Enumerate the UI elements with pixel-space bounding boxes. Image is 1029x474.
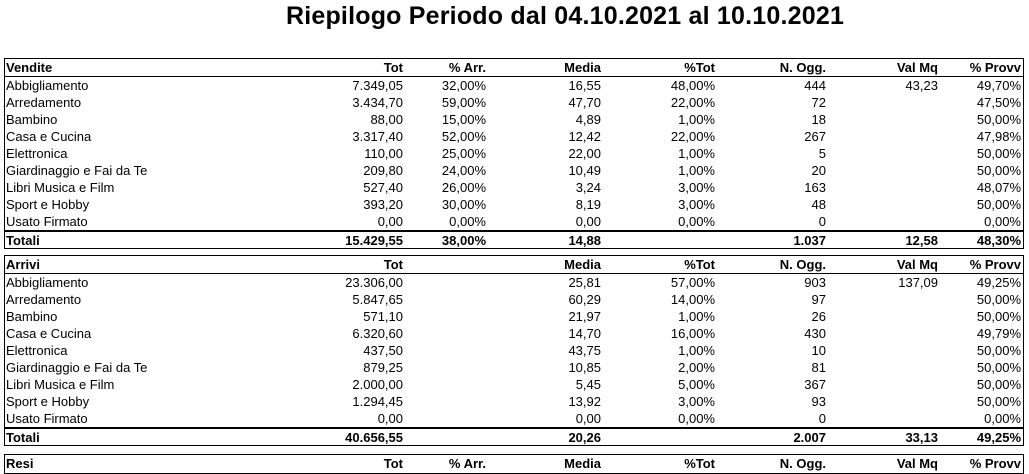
totals-cell: 12,58: [905, 233, 938, 248]
row-value: 43,75: [568, 343, 601, 358]
row-value: 1,00%: [678, 163, 715, 178]
row-label: Usato Firmato: [6, 411, 88, 426]
totals-cell: Totali: [6, 233, 40, 248]
row-label: Giardinaggio e Fai da Te: [6, 163, 148, 178]
row-value: 48,00%: [670, 78, 715, 93]
row-value: 21,97: [568, 309, 601, 324]
row-value: 5,00%: [678, 377, 715, 392]
row-value: 4,89: [575, 112, 601, 127]
row-value: 110,00: [364, 146, 403, 161]
row-value: 50,00%: [976, 309, 1021, 324]
header-cell: %Tot: [684, 60, 715, 75]
table-row: [5, 162, 1023, 179]
row-value: 0,00%: [678, 214, 715, 229]
table-body: [5, 77, 1023, 230]
row-value: 5.847,65: [352, 292, 403, 307]
row-value: 50,00%: [976, 343, 1021, 358]
table-row: [5, 111, 1023, 128]
row-value: 47,98%: [976, 129, 1021, 144]
table-row: [5, 308, 1023, 325]
row-value: 25,81: [568, 275, 601, 290]
row-value: 49,79%: [976, 326, 1021, 341]
totals-cell: 40.656,55: [345, 430, 403, 445]
row-value: 57,00%: [670, 275, 715, 290]
row-value: 2,00%: [678, 360, 715, 375]
totals-cell: 15.429,55: [345, 233, 403, 248]
row-label: Libri Musica e Film: [6, 377, 115, 392]
table-row: [5, 94, 1023, 111]
row-value: 26: [811, 309, 826, 324]
header-cell: N. Ogg.: [779, 456, 826, 471]
row-label: Libri Musica e Film: [6, 180, 115, 195]
resi-table: [4, 454, 1024, 474]
row-value: 437,50: [363, 343, 403, 358]
row-value: 10,85: [568, 360, 601, 375]
row-value: 3,00%: [678, 197, 715, 212]
row-value: 48,07%: [976, 180, 1021, 195]
row-value: 47,70: [568, 95, 601, 110]
row-value: 49,70%: [976, 78, 1021, 93]
totals-row: [5, 427, 1023, 445]
header-cell: Tot: [383, 60, 403, 75]
row-value: 14,00%: [670, 292, 715, 307]
row-value: 60,29: [568, 292, 601, 307]
row-value: 0,00: [575, 214, 601, 229]
row-value: 50,00%: [976, 377, 1021, 392]
row-value: 7.349,05: [352, 78, 403, 93]
row-label: Sport e Hobby: [6, 394, 90, 409]
row-value: 1,00%: [678, 343, 715, 358]
row-value: 59,00%: [441, 95, 486, 110]
header-cell: Media: [564, 456, 601, 471]
row-value: 97: [811, 292, 826, 307]
row-value: 209,80: [363, 163, 403, 178]
table-row: [5, 325, 1023, 342]
row-value: 571,10: [363, 309, 403, 324]
totals-cell: 20,26: [568, 430, 601, 445]
row-value: 20: [811, 163, 826, 178]
row-value: 8,19: [575, 197, 601, 212]
header-cell: Tot: [383, 257, 403, 272]
header-cell: %Tot: [684, 257, 715, 272]
row-value: 52,00%: [441, 129, 486, 144]
totals-row: [5, 230, 1023, 248]
row-value: 3,00%: [678, 180, 715, 195]
row-value: 1,00%: [678, 112, 715, 127]
page-title: Riepilogo Periodo dal 04.10.2021 al 10.10.2021: [285, 2, 845, 30]
totals-cell: Totali: [6, 430, 40, 445]
row-value: 0,00%: [678, 411, 715, 426]
totals-cell: 2.007: [793, 430, 826, 445]
row-value: 0,00: [377, 411, 403, 426]
table-row: [5, 376, 1023, 393]
table-row: [5, 213, 1023, 230]
table-row: [5, 393, 1023, 410]
row-value: 137,09: [898, 275, 938, 290]
row-value: 48: [811, 197, 826, 212]
row-value: 12,42: [568, 129, 601, 144]
row-value: 430: [804, 326, 826, 341]
row-value: 163: [804, 180, 826, 195]
row-value: 50,00%: [976, 394, 1021, 409]
row-value: 0: [818, 411, 826, 426]
table-row: [5, 359, 1023, 376]
row-label: Casa e Cucina: [6, 129, 92, 144]
row-label: Sport e Hobby: [6, 197, 90, 212]
row-value: 16,55: [568, 78, 601, 93]
row-value: 50,00%: [976, 292, 1021, 307]
totals-cell: 49,25%: [976, 430, 1021, 445]
totals-cell: 48,30%: [976, 233, 1021, 248]
row-label: Arredamento: [6, 292, 82, 307]
row-value: 10: [811, 343, 826, 358]
row-label: Giardinaggio e Fai da Te: [6, 360, 148, 375]
table-row: [5, 410, 1023, 427]
row-value: 3.317,40: [352, 129, 403, 144]
row-value: 3,24: [575, 180, 601, 195]
row-value: 1,00%: [678, 309, 715, 324]
header-cell: Resi: [6, 456, 34, 471]
header-cell: Media: [564, 257, 601, 272]
row-value: 6.320,60: [352, 326, 403, 341]
row-value: 13,92: [568, 394, 601, 409]
row-value: 24,00%: [441, 163, 486, 178]
row-value: 5,45: [575, 377, 601, 392]
row-value: 22,00%: [670, 129, 715, 144]
header-cell: N. Ogg.: [779, 60, 826, 75]
table-row: [5, 77, 1023, 94]
row-value: 267: [804, 129, 826, 144]
table-row: [5, 179, 1023, 196]
row-value: 81: [811, 360, 826, 375]
table-row: [5, 128, 1023, 145]
row-label: Bambino: [6, 309, 58, 324]
row-value: 22,00%: [670, 95, 715, 110]
row-value: 1,00%: [678, 146, 715, 161]
row-value: 18: [811, 112, 826, 127]
table-row: [5, 291, 1023, 308]
row-value: 72: [811, 95, 826, 110]
row-value: 2.000,00: [352, 377, 403, 392]
row-value: 49,25%: [976, 275, 1021, 290]
header-cell: % Provv: [969, 257, 1021, 272]
header-cell: Val Mq: [896, 456, 938, 471]
row-value: 0,00%: [449, 214, 486, 229]
arrivi-table: [4, 255, 1024, 446]
row-value: 50,00%: [976, 112, 1021, 127]
row-value: 32,00%: [441, 78, 486, 93]
header-cell: Tot: [383, 456, 403, 471]
row-value: 3,00%: [678, 394, 715, 409]
row-value: 903: [804, 275, 826, 290]
row-label: Elettronica: [6, 146, 68, 161]
row-value: 393,20: [363, 197, 403, 212]
table-header: [5, 59, 1023, 77]
row-label: Abbigliamento: [6, 78, 89, 93]
row-value: 50,00%: [976, 197, 1021, 212]
table-header: [5, 455, 1023, 472]
row-value: 3.434,70: [352, 95, 403, 110]
row-value: 88,00: [370, 112, 403, 127]
row-value: 23.306,00: [345, 275, 403, 290]
header-cell: %Tot: [684, 456, 715, 471]
row-value: 50,00%: [976, 360, 1021, 375]
row-value: 367: [804, 377, 826, 392]
header-cell: % Provv: [969, 456, 1021, 471]
header-cell: Val Mq: [896, 60, 938, 75]
row-label: Abbigliamento: [6, 275, 89, 290]
row-value: 14,70: [568, 326, 601, 341]
totals-cell: 1.037: [793, 233, 826, 248]
row-value: 47,50%: [976, 95, 1021, 110]
row-value: 0,00: [377, 214, 403, 229]
header-cell: % Arr.: [448, 60, 486, 75]
row-value: 1.294,45: [352, 394, 403, 409]
row-value: 25,00%: [441, 146, 486, 161]
row-label: Usato Firmato: [6, 214, 88, 229]
row-label: Casa e Cucina: [6, 326, 92, 341]
row-value: 0,00: [575, 411, 601, 426]
row-value: 444: [804, 78, 826, 93]
header-cell: Val Mq: [896, 257, 938, 272]
row-value: 16,00%: [670, 326, 715, 341]
header-cell: N. Ogg.: [779, 257, 826, 272]
row-label: Arredamento: [6, 95, 82, 110]
header-cell: Media: [564, 60, 601, 75]
table-row: [5, 342, 1023, 359]
table-header: [5, 256, 1023, 274]
vendite-table: [4, 58, 1024, 249]
header-cell: Arrivi: [6, 257, 40, 272]
row-value: 15,00%: [441, 112, 486, 127]
row-value: 0,00%: [984, 214, 1021, 229]
row-value: 527,40: [363, 180, 403, 195]
row-value: 10,49: [568, 163, 601, 178]
row-value: 0: [818, 214, 826, 229]
row-label: Elettronica: [6, 343, 68, 358]
row-value: 0,00%: [984, 411, 1021, 426]
row-value: 30,00%: [441, 197, 486, 212]
table-body: [5, 274, 1023, 427]
row-value: 93: [811, 394, 826, 409]
row-value: 5: [818, 146, 826, 161]
row-value: 50,00%: [976, 163, 1021, 178]
table-row: [5, 196, 1023, 213]
totals-cell: 14,88: [568, 233, 601, 248]
row-value: 50,00%: [976, 146, 1021, 161]
row-value: 26,00%: [441, 180, 486, 195]
row-value: 879,25: [363, 360, 403, 375]
header-cell: % Arr.: [448, 456, 486, 471]
totals-cell: 33,13: [905, 430, 938, 445]
row-label: Bambino: [6, 112, 58, 127]
totals-cell: 38,00%: [441, 233, 486, 248]
header-cell: % Provv: [969, 60, 1021, 75]
table-row: [5, 274, 1023, 291]
table-row: [5, 145, 1023, 162]
row-value: 43,23: [905, 78, 938, 93]
header-cell: Vendite: [6, 60, 53, 75]
row-value: 22,00: [568, 146, 601, 161]
